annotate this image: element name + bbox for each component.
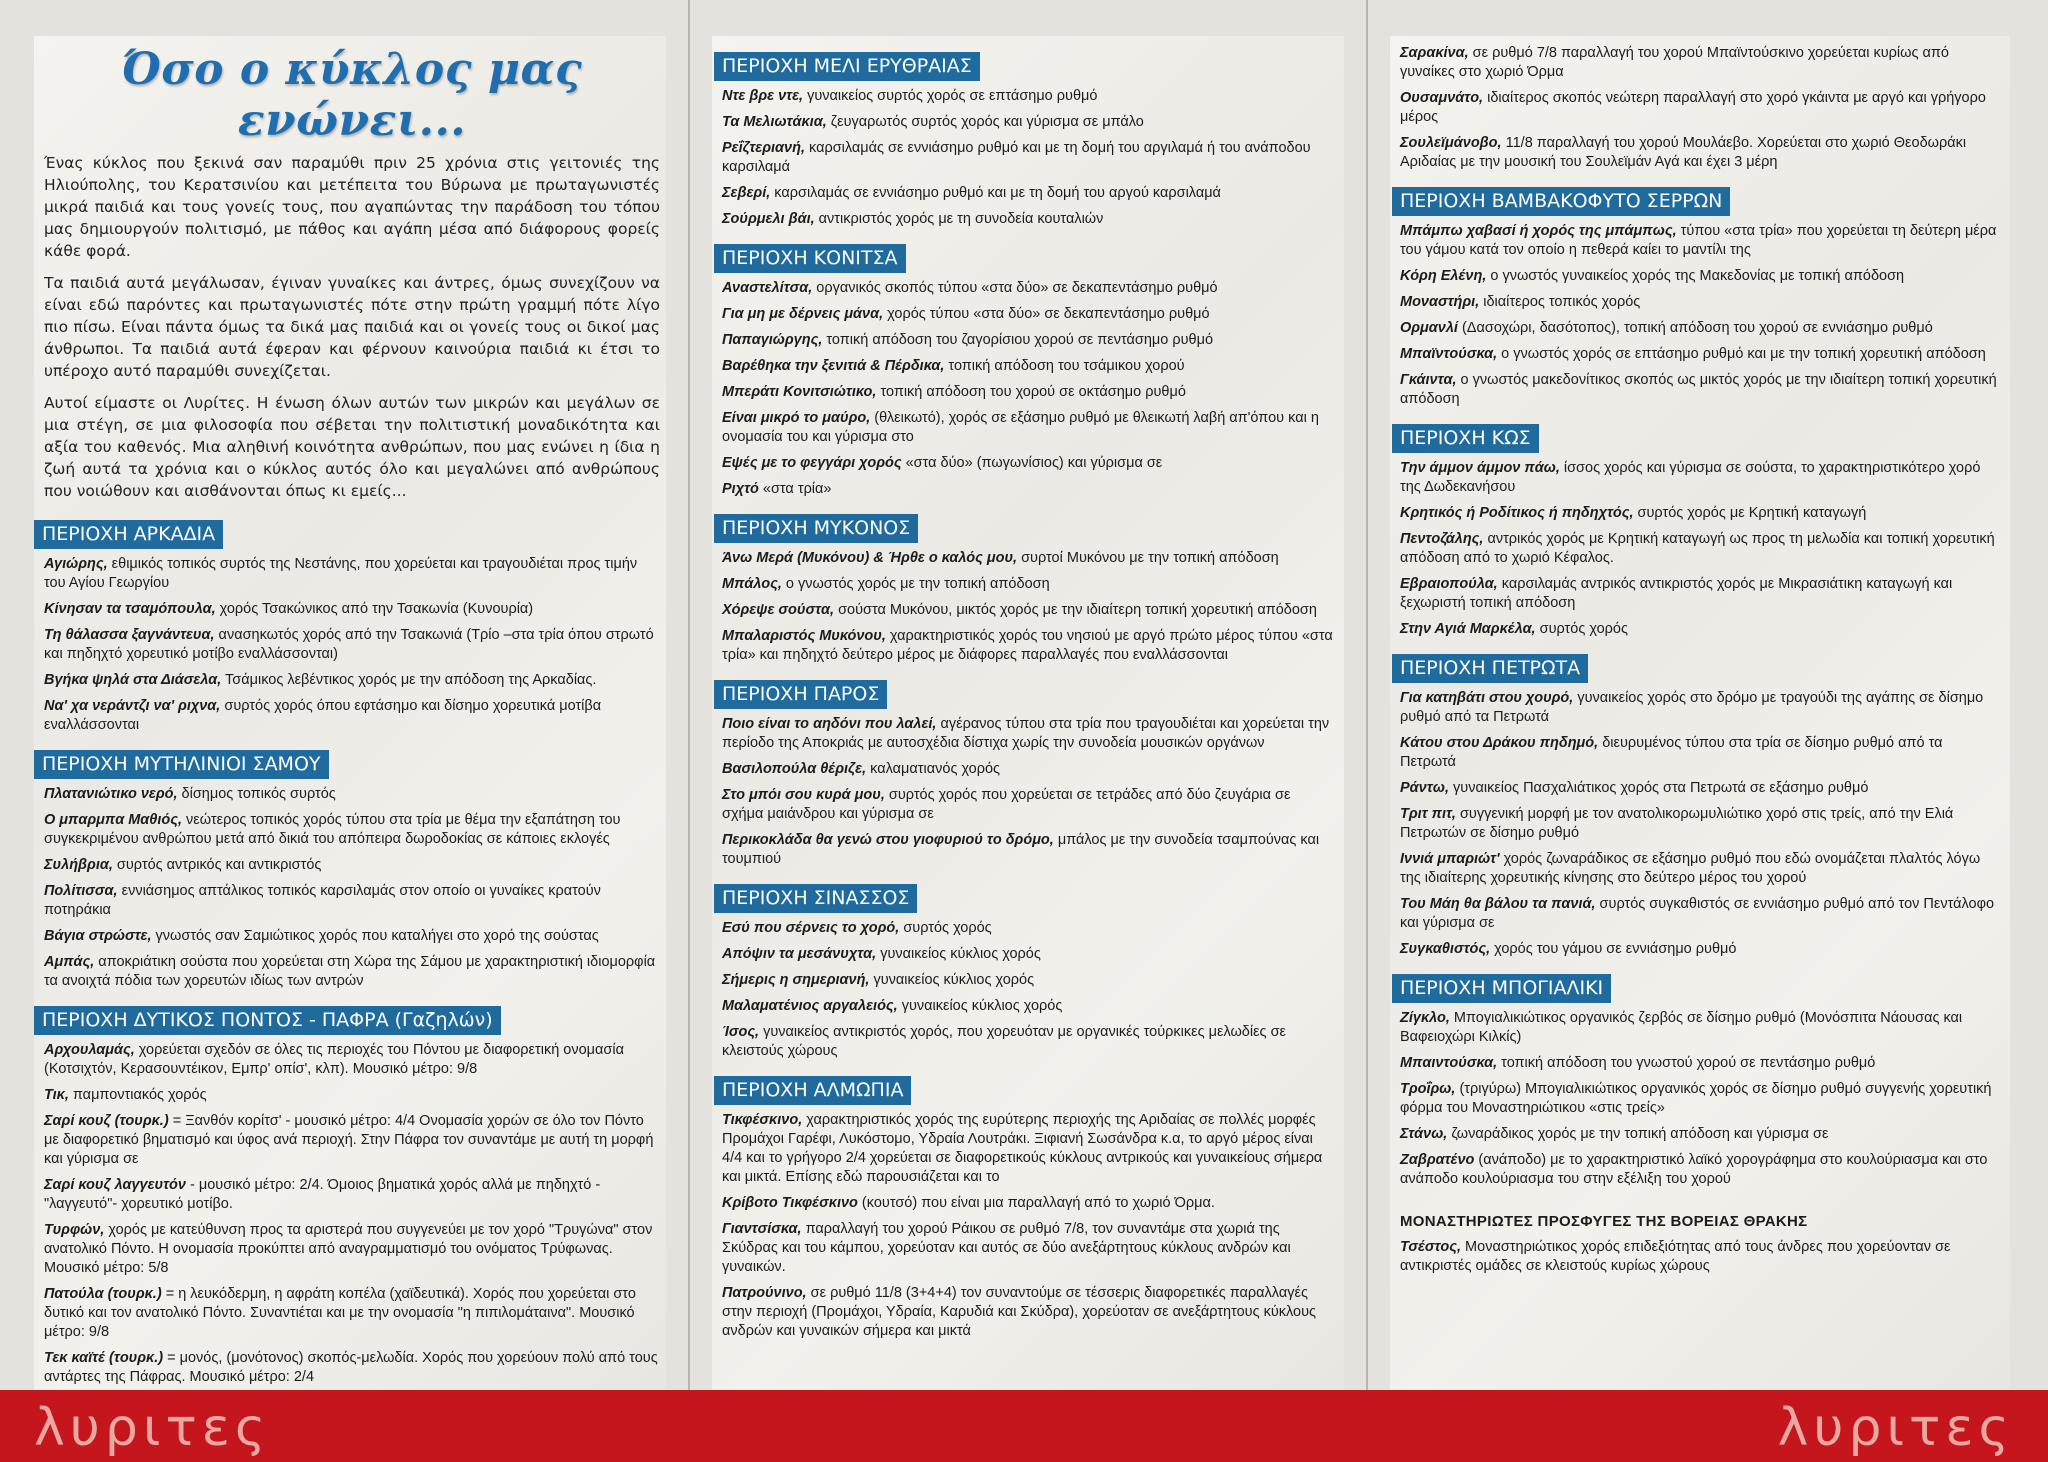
dance-entry	[722, 1220, 1334, 1277]
footer-bar	[0, 1390, 2048, 1462]
dance-name: Ριχτό	[722, 481, 759, 497]
dance-description: σε ρυθμό 11/8 (3+4+4) τον συναντούμε σε τέσσερις διαφορετικές παραλλαγές στην περιοχή (Προμάχοι, Υδραία, Καρυδιά και Σκύδρα), χορεύοταν σε ανεξάρτητους κύκλους ανδρών και γυναικών σήμερα και μικτά	[722, 1285, 1317, 1339]
intro-paragraph: Ένας κύκλος που ξεκινά σαν παραμύθι πριν 25 χρόνια στις γειτονιές της Ηλιούπολης, του Κερατσινίου και μετέπειτα του Βύρωνα με πρωταγωνιστές μικρά παιδιά και τους γονείς τους, που αγαπώντας την παράδοση του τόπου μας δημιουργούν πολιτισμό, με πάθος και αγάπη μέσα από διάφορους φορείς κάθε φορά.	[44, 154, 660, 260]
dance-name: Ποιο είναι το αηδόνι που λαλεί,	[722, 716, 937, 732]
dance-description: ίσσος χορός και γύρισμα σε σούστα, το χαρακτηριστικότερο χορό της Δωδεκανήσου	[1400, 460, 1981, 495]
section-heading: ΠΕΡΙΟΧΗ ΠΑΡΟΣ	[714, 680, 887, 709]
dance-name: Τυρφών,	[44, 1222, 105, 1238]
dance-entry	[722, 480, 1334, 499]
dance-name: Στο μπόι σου κυρά μου,	[722, 787, 885, 803]
dance-description: συγγενική μορφή με τον ανατολικορωμυλιώτικο χορό στις τρείς, από την Ελιά Πετρωτών σε δίσημο ρυθμό	[1400, 806, 1954, 841]
dance-entry	[722, 279, 1334, 298]
dance-entry	[722, 87, 1334, 106]
dance-entry	[1400, 371, 2000, 409]
dance-description: συρτός χορός με Κρητική καταγωγή	[1633, 505, 1867, 521]
dance-description: σούστα Μυκόνου, μικτός χορός με την ιδιαίτερη τοπική χορευτική απόδοση	[834, 602, 1317, 618]
dance-name: Ο μπαρμπα Μαθιός,	[44, 812, 183, 828]
dance-name: Μοναστήρι,	[1400, 294, 1480, 310]
dance-entry	[722, 305, 1334, 324]
dance-description: χορός ζωναράδικος σε εξάσημο ρυθμό που εδώ ονομάζεται πλαλτός λόγω της ιδιαίτερης χορευτικής κίνησης στο δεύτερο μέρος του χορού	[1400, 851, 1981, 886]
dance-entry	[1400, 1151, 2000, 1189]
dance-name: Για μη με δέρνεις μάνα,	[722, 306, 884, 322]
dance-name: Τικφέσκινο,	[722, 1112, 803, 1128]
dance-name: Άνω Μερά (Μυκόνου) & Ήρθε ο καλός μου,	[722, 550, 1018, 566]
fold-line-left	[688, 0, 690, 1390]
dance-description: νεώτερος τοπικός χορός τύπου στα τρία με θέμα την εξαπάτηση του συγκεκριμένου ανθρώπου μετά από δικιά του απόπειρα δωροδοκίας σε κάποιες εκλογές	[44, 812, 621, 847]
dance-entry	[44, 1221, 660, 1278]
dance-name: Μπεράτι Κονιτσιώτικο,	[722, 384, 877, 400]
dance-description: χαρακτηριστικός χορός του νησιού με αργό πρώτο μέρος τύπου «στα τρία» και πηδηχτό δεύτερο μέρος με διάφορες παραλλαγές που εναλλάσσονται	[722, 628, 1333, 663]
dance-entry	[1400, 575, 2000, 613]
dance-description: αντρικός χορός με Κρητική καταγωγή ως προς τη μελωδία και τοπική χορευτική απόδοση από το χωριό Κέφαλος.	[1400, 531, 1995, 566]
dance-name: Σούρμελι βάι,	[722, 211, 815, 227]
dance-entry	[1400, 1054, 2000, 1073]
dance-entry	[44, 811, 660, 849]
dance-entry	[1400, 1009, 2000, 1047]
dance-entry	[722, 1111, 1334, 1187]
dance-description: χορός με κατεύθυνση προς τα αριστερά που συγγενεύει με τον χορό "Τρυγώνα" στον ανατολικό Πόντο. Η ονομασία προκύπτει από αναγραμματισμό του ονόματος Τρύφωνας. Μουσικό μέτρο: 5/8	[44, 1222, 653, 1276]
intro-paragraph: Αυτοί είμαστε οι Λυρίτες. Η ένωση όλων αυτών των μικρών και μεγάλων σε μια στέγη, σε μια φιλοσοφία που σέβεται την πολιτιστική μοναδικότητα και αξία του καθενός. Μια αληθινή κοινότητα ανθρώπων, που μας ενώνει η ίδια η ζωή αυτά τα χρόνια και ο κύκλος αυτός όλο και μεγαλώνει από ανθρώπους που νοιώθουν και αισθάνονται όπως κι εμείς...	[44, 394, 660, 500]
dance-description: συρτός χορός	[899, 920, 992, 936]
dance-name: Σαρί κουζ (τουρκ.)	[44, 1113, 169, 1129]
dance-entry	[1400, 734, 2000, 772]
dance-name: Κόρη Ελένη,	[1400, 268, 1487, 284]
dance-entry	[1400, 940, 2000, 959]
dance-description: ζωναράδικος χορός με την τοπική απόδοση και γύρισμα σε	[1447, 1126, 1829, 1142]
section-heading: ΠΕΡΙΟΧΗ ΑΛΜΩΠΙΑ	[714, 1076, 911, 1105]
dance-entry	[1400, 134, 2000, 172]
brand-logo-left: λυριτες	[34, 1398, 271, 1458]
dance-description: αγέρανος τύπου στα τρία που τραγουδιέται και χορεύεται την περίοδο της Αποκριάς με αυτοσχέδια δίστιχα χωρίς την συνοδεία μουσικών οργάνων	[722, 716, 1330, 751]
dance-entry	[44, 1176, 660, 1214]
dance-description: ο γνωστός χορός με την τοπική απόδοση	[781, 576, 1050, 592]
dance-entry	[1400, 459, 2000, 497]
dance-entry	[44, 1349, 660, 1387]
dance-name: Γιαντσίσκα,	[722, 1221, 802, 1237]
dance-entry	[1400, 293, 2000, 312]
dance-description: Τσάμικος λεβέντικος χορός με την απόδοση της Αρκαδίας.	[221, 672, 597, 688]
dance-entry	[722, 601, 1334, 620]
dance-name: Συλήβρια,	[44, 857, 113, 873]
dance-description: τοπική απόδοση του τσάμικου χορού	[944, 358, 1185, 374]
dance-entry	[722, 454, 1334, 473]
dance-entry	[722, 971, 1334, 990]
dance-name: Ουσαμνάτο,	[1400, 90, 1484, 106]
dance-name: Τα Μελιωτάκια,	[722, 114, 827, 130]
dance-name: Αγιώρης,	[44, 556, 108, 572]
dance-description: γυναικείος Πασχαλιάτικος χορός στα Πετρωτά σε εξάσημο ρυθμό	[1449, 780, 1869, 796]
dance-description: αντικριστός χορός με τη συνοδεία κουταλιών	[814, 211, 1104, 227]
dance-description: = Ξανθόν κορίτσ' - μουσικό μέτρο: 4/4 Ονομασία χορών σε όλο τον Πόντο με διαφορετικό βηματισμό και ύφος ανά περιοχή. Στην Πάφρα τον συναντάμε με αυτή τη μορφή και γύρισμα σε	[44, 1113, 654, 1167]
dance-entry	[44, 1285, 660, 1342]
dance-description: συρτός χορός	[1535, 621, 1628, 637]
dance-name: Να' χα νεράντζι να' ριχνα,	[44, 698, 221, 714]
dance-name: Κρίβοτο Τικφέσκινο	[722, 1195, 858, 1211]
dance-entry	[1400, 89, 2000, 127]
dance-description: = μονός, (μονότονος) σκοπός-μελωδία. Χορός που χορεύουν πολύ από τους αντάρτες της Πάφρας. Μουσικό μέτρο: 2/4	[44, 1350, 658, 1385]
dance-name: Ρεΐζτεριανή,	[722, 140, 805, 156]
dance-entry	[1400, 689, 2000, 727]
dance-entry	[722, 831, 1334, 869]
dance-entry	[1400, 1125, 2000, 1144]
dance-name: Εψές με το φεγγάρι χορός	[722, 455, 902, 471]
column-2	[712, 36, 1344, 1390]
dance-name: Ίσος,	[722, 1024, 760, 1040]
dance-entry	[44, 882, 660, 920]
fold-line-right	[1366, 0, 1368, 1390]
dance-description: χορός Τσακώνικος από την Τσακωνία (Κυνουρία)	[215, 601, 534, 617]
dance-entry	[722, 357, 1334, 376]
dance-description: συρτός χορός όπου εφτάσημο και δίσημο χορευτικά μοτίβα εναλλάσσονται	[44, 698, 602, 733]
dance-description: Μοναστηριώτικος χορός επιδεξιότητας από τους άνδρες που χορεύονταν σε αντικριστές ομάδες σε κλειστούς κυρίως χώρους	[1400, 1239, 1951, 1274]
dance-name: Σουλεϊμάνοβο,	[1400, 135, 1502, 151]
dance-entry	[1400, 504, 2000, 523]
dance-name: Την άμμον άμμον πάω,	[1400, 460, 1560, 476]
dance-name: Κίνησαν τα τσαμόπουλα,	[44, 601, 216, 617]
dance-name: Τεκ καϊτέ (τουρκ.)	[44, 1350, 164, 1366]
section-heading: ΠΕΡΙΟΧΗ ΣΙΝΑΣΣΟΣ	[714, 884, 917, 913]
dance-entry	[44, 785, 660, 804]
dance-entry	[722, 331, 1334, 350]
dance-name: Ράντω,	[1400, 780, 1449, 796]
section-heading: ΠΕΡΙΟΧΗ ΚΟΝΙΤΣΑ	[714, 244, 906, 273]
dance-name: Πατρούνινο,	[722, 1285, 807, 1301]
section-heading: ΠΕΡΙΟΧΗ ΒΑΜΒΑΚΟΦΥΤΟ ΣΕΡΡΩΝ	[1392, 187, 1730, 216]
dance-description: ο γνωστός γυναικείος χορός της Μακεδονίας με τοπική απόδοση	[1486, 268, 1905, 284]
dance-name: Πολίτισσα,	[44, 883, 118, 899]
dance-description: = η λευκόδερμη, η αφράτη κοπέλα (χαϊδευτικά). Χορός που χορεύεται στο δυτικό και τον ανατολικό Πόντο. Συναντιέται και με την ονομασία "η πιπιλομάταινα". Μουσικό μέτρο: 9/8	[44, 1286, 636, 1340]
column-3	[1390, 36, 2010, 1390]
dance-entry	[1400, 620, 2000, 639]
section-heading: ΠΕΡΙΟΧΗ ΔΥΤΙΚΟΣ ΠΟΝΤΟΣ - ΠΑΦΡΑ (Γαζηλών)	[34, 1006, 501, 1035]
dance-name: Σήμερις η σημεριανή,	[722, 972, 870, 988]
dance-description: τοπική απόδοση του ζαγορίσιου χορού σε πεντάσημο ρυθμό	[822, 332, 1214, 348]
dance-name: Είναι μικρό το μαύρο,	[722, 410, 871, 426]
dance-description: ζευγαρωτός συρτός χορός και γύρισμα σε μπάλο	[826, 114, 1144, 130]
dance-description: καλαματιανός χορός	[866, 761, 1001, 777]
dance-description: τοπική απόδοση του γνωστού χορού σε πεντάσημο ρυθμό	[1497, 1055, 1876, 1071]
dance-name: Πατούλα (τουρκ.)	[44, 1286, 162, 1302]
dance-name: Βασιλοπούλα θέριζε,	[722, 761, 867, 777]
dance-description: γνωστός σαν Σαμιώτικος χορός που καταλήγει στο χορό της σούστας	[151, 928, 599, 944]
dance-description: σε ρυθμό 7/8 παραλλαγή του χορού Μπαϊντούσκινο χορεύεται κυρίως από γυναίκες στο χωριό Όρμα	[1400, 45, 1949, 80]
dance-name: Σαρακίνα,	[1400, 45, 1469, 61]
dance-name: Για κατηβάτι στου χουρό,	[1400, 690, 1574, 706]
dance-description: (θλεικωτό), χορός σε εξάσημο ρυθμό με θλεικωτή λαβή απ'όπου και η ονομασία του και γύρισμα στο	[722, 410, 1319, 445]
dance-name: Τη θάλασσα ξαγνάντευα,	[44, 627, 215, 643]
section-heading: ΠΕΡΙΟΧΗ ΚΩΣ	[1392, 424, 1539, 453]
dance-entry	[722, 1023, 1334, 1061]
dance-entry	[722, 786, 1334, 824]
dance-entry	[1400, 1238, 2000, 1276]
dance-name: Αμπάς,	[44, 954, 95, 970]
dance-entry	[44, 600, 660, 619]
dance-name: Στην Αγιά Μαρκέλα,	[1400, 621, 1536, 637]
dance-description: τοπική απόδοση του χορού σε οκτάσημο ρυθμό	[876, 384, 1186, 400]
dance-description: μπάλος με την συνοδεία τσαμπούνας και τουμπιού	[722, 832, 1320, 867]
dance-description: (κουτσό) που είναι μια παραλλαγή από το χωριό Όρμα.	[857, 1195, 1215, 1211]
section-heading: ΠΕΡΙΟΧΗ ΠΕΤΡΩΤΑ	[1392, 654, 1588, 683]
dance-description: ανασηκωτός χορός από την Τσακωνιά (Τρίο –στα τρία όπου στρωτό και πηδηχτό χορευτικό μοτίβο εναλλάσσονται)	[44, 627, 654, 662]
dance-entry	[722, 997, 1334, 1016]
dance-entry	[44, 671, 660, 690]
dance-name: Χόρεψε σούστα,	[722, 602, 835, 618]
dance-description: ο γνωστός χορός σε επτάσημο ρυθμό και με την τοπική χορευτική απόδοση	[1497, 346, 1986, 362]
dance-description: παραλλαγή του χορού Ράικου σε ρυθμό 7/8, τον συναντάμε στα χωριά της Σκύδρας και του κάμπου, χορεύοταν και αυτός σε δύο ανεξάρτητους κύκλους ανδρών και γυναικών.	[722, 1221, 1291, 1275]
dance-name: Ζίγκλο,	[1400, 1010, 1450, 1026]
dance-name: Μαλαματένιος αργαλειός,	[722, 998, 898, 1014]
dance-entry	[1400, 530, 2000, 568]
dance-description: τύπου «στα τρία» που χορεύεται τη δεύτερη μέρα του γάμου κατά τον οποίο η πεθερά καίει το μαντίλι της	[1400, 223, 1997, 258]
dance-description: εννιάσημος απτάλικος τοπικός καρσιλαμάς στον οποίο οι γυναίκες κρατούν ποτηράκια	[44, 883, 601, 918]
column-1	[34, 36, 666, 1390]
dance-name: Σαρί κουζ λαγγευτόν	[44, 1177, 186, 1193]
dance-entry	[1400, 267, 2000, 286]
dance-name: Εβραιοπούλα,	[1400, 576, 1498, 592]
page-title: Όσο ο κύκλος μας ενώνει...	[121, 44, 583, 146]
dance-description: καρσιλαμάς αντρικός αντικριστός χορός με Μικρασιάτικη καταγωγή και ξεχωριστή τοπική απόδοση	[1400, 576, 1953, 611]
dance-entry	[1400, 222, 2000, 260]
dance-entry	[722, 919, 1334, 938]
dance-description: (ανάποδο) με το χαρακτηριστικό λαϊκό χορογράφημα στο κουλούριασμα και στο ανάποδο κουλούριασμα του στην εξέλιξη του χορού	[1400, 1152, 1988, 1187]
dance-description: αποκριάτικη σούστα που χορεύεται στη Χώρα της Σάμου με χαρακτηριστική ιδιομορφία τα ανοιχτά πόδια των χορευτών ιδίως των αντρών	[44, 954, 656, 989]
dance-entry	[44, 1112, 660, 1169]
dance-name: Βγήκα ψηλά στα Διάσελα,	[44, 672, 222, 688]
dance-entry	[722, 945, 1334, 964]
dance-name: Στάνω,	[1400, 1126, 1448, 1142]
dance-name: Γκάιντα,	[1400, 372, 1457, 388]
dance-description: δίσημος τοπικός συρτός	[177, 786, 336, 802]
dance-name: Ζαβρατένο	[1400, 1152, 1475, 1168]
dance-entry	[44, 1086, 660, 1105]
dance-entry	[1400, 345, 2000, 364]
dance-name: Παπαγιώργης,	[722, 332, 823, 348]
dance-entry	[1400, 895, 2000, 933]
dance-description: ιδιαίτερος σκοπός νεώτερη παραλλαγή στο χορό γκάιντα με αργό και γρήγορο μέρος	[1400, 90, 1986, 125]
dance-name: Μπαλαριστός Μυκόνου,	[722, 628, 886, 644]
dance-description: 11/8 παραλλαγή του χορού Μουλάεβο. Χορεύεται στο χωριό Θεοδωράκι Αριδαίας με την μουσική του Σουλεϊμάν Αγά και έχει 3 μέρη	[1400, 135, 1967, 170]
dance-entry	[722, 715, 1334, 753]
dance-entry	[722, 210, 1334, 229]
dance-entry	[1400, 779, 2000, 798]
dance-entry	[722, 575, 1334, 594]
dance-name: Ορμανλί	[1400, 320, 1458, 336]
dance-name: Τροΐρω,	[1400, 1081, 1456, 1097]
dance-description: παμποντιακός χορός	[68, 1087, 207, 1103]
dance-description: γυναικείος κύκλιος χορός	[897, 998, 1063, 1014]
dance-entry	[722, 1284, 1334, 1341]
dance-name: Τικ,	[44, 1087, 69, 1103]
dance-name: Τσέστος,	[1400, 1239, 1462, 1255]
section-heading: ΠΕΡΙΟΧΗ ΜΥΤΗΛΙΝΙΟΙ ΣΑΜΟΥ	[34, 750, 329, 779]
dance-description: χορεύεται σχεδόν σε όλες τις περιοχές του Πόντου με διαφορετική ονομασία (Κοτσιχτόν, Κερασουντέικον, Εμπρ' οπίσ', κλπ). Μουσικό μέτρο: 9/8	[44, 1042, 624, 1077]
dance-description: διευρυμένος τύπου στα τρία σε δίσημο ρυθμό από τα Πετρωτά	[1400, 735, 1943, 770]
dance-description: οργανικός σκοπός τύπου «στα δύο» σε δεκαπεντάσημο ρυθμό	[812, 280, 1218, 296]
dance-description: Μπογιαλικιώτικος οργανικός ζερβός σε δίσημο ρυθμό (Μονόσπιτα Νάουσας και Βαφειοχώρι Κιλκίς)	[1400, 1010, 1963, 1045]
dance-name: Αναστελίτσα,	[722, 280, 813, 296]
dance-name: Του Μάη θα βάλου τα πανιά,	[1400, 896, 1596, 912]
dance-description: «στα δύο» (πωγωνίσιος) και γύρισμα σε	[901, 455, 1163, 471]
dance-name: Περικοκλάδα θα γενώ στου γιοφυριού το δρόμο,	[722, 832, 1054, 848]
dance-description: γυναικείος κύκλιος χορός	[869, 972, 1035, 988]
dance-entry	[44, 927, 660, 946]
dance-description: ο γνωστός μακεδονίτικος σκοπός ως μικτός χορός με την ιδιαίτερη τοπική χορευτική απόδοση	[1400, 372, 1997, 407]
dance-name: Σεβερί,	[722, 185, 771, 201]
intro-paragraph: Τα παιδιά αυτά μεγάλωσαν, έγιναν γυναίκες και άντρες, όμως συνεχίζουν να είναι εδώ παρόντες και πρωταγωνιστές πότε στην πρώτη γραμμή πότε λίγο πιο πίσω. Είναι πάντα όμως τα δικά μας παιδιά και οι γονείς τους οι δικοί μας άνθρωποι. Τα παιδιά αυτά έφεραν και φέρνουν καινούρια παιδιά κι έτσι το υπέροχο αυτό παραμύθι συνεχίζεται.	[44, 274, 660, 380]
dance-name: Πεντοζάλης,	[1400, 531, 1484, 547]
dance-entry	[44, 856, 660, 875]
dance-description: χορός του γάμου σε εννιάσημο ρυθμό	[1490, 941, 1737, 957]
dance-entry	[44, 626, 660, 664]
dance-name: Εσύ που σέρνεις το χορό,	[722, 920, 900, 936]
section-heading: ΠΕΡΙΟΧΗ ΜΕΛΙ ΕΡΥΘΡΑΙΑΣ	[714, 52, 980, 81]
dance-entry	[1400, 319, 2000, 338]
dance-description: συρτός συγκαθιστός σε εννιάσημο ρυθμό από τον Πεντάλοφο και γύρισμα σε	[1400, 896, 1995, 931]
dance-entry	[722, 760, 1334, 779]
dance-description: - μουσικό μέτρο: 2/4. Όμοιος βηματικά χορός αλλά με πηδηχτό -"λαγγευτό"- χορευτικό μοτίβο.	[44, 1177, 601, 1212]
dance-name: Συγκαθιστός,	[1400, 941, 1491, 957]
dance-description: εθιμικός τοπικός συρτός της Νεστάνης, που χορεύεται και τραγουδιέται προς τιμήν του Αγίου Γεωργίου	[44, 556, 638, 591]
dance-name: Μπαϊντούσκα,	[1400, 346, 1498, 362]
dance-description: συρτός αντρικός και αντικριστός	[112, 857, 322, 873]
brand-logo-right: λυριτες	[1777, 1398, 2014, 1458]
dance-name: Ντε βρε ντε,	[722, 88, 804, 104]
dance-description: γυναικείος αντικριστός χορός, που χορευόταν με οργανικές τούρκικες μελωδίες σε κλειστούς χώρους	[722, 1024, 1286, 1059]
dance-entry	[1400, 1080, 2000, 1118]
dance-entry	[44, 953, 660, 991]
section-subheading: ΜΟΝΑΣΤΗΡΙΩΤΕΣ ΠΡΟΣΦΥΓΕΣ ΤΗΣ ΒΟΡΕΙΑΣ ΘΡΑΚΗΣ	[1400, 1213, 1808, 1230]
dance-description: γυναικείος συρτός χορός σε επτάσημο ρυθμό	[803, 88, 1098, 104]
dance-name: Κάτου στου Δράκου πηδημό,	[1400, 735, 1599, 751]
dance-entry	[44, 1041, 660, 1079]
dance-entry	[44, 697, 660, 735]
dance-entry	[722, 113, 1334, 132]
dance-entry	[722, 383, 1334, 402]
dance-entry	[1400, 805, 2000, 843]
dance-name: Βαρέθηκα την ξενιτιά & Πέρδικα,	[722, 358, 945, 374]
dance-entry	[1400, 44, 2000, 82]
dance-entry	[722, 139, 1334, 177]
dance-entry	[722, 184, 1334, 203]
dance-entry	[722, 1194, 1334, 1213]
dance-name: Κρητικός ή Ροδίτικος ή πηδηχτός,	[1400, 505, 1634, 521]
dance-entry	[44, 555, 660, 593]
section-heading: ΠΕΡΙΟΧΗ ΑΡΚΑΔΙΑ	[34, 520, 223, 549]
dance-description: (Δασοχώρι, δασότοπος), τοπική απόδοση του χορού σε εννιάσημο ρυθμό	[1457, 320, 1933, 336]
dance-description: καρσιλαμάς σε εννιάσημο ρυθμό και με τη δομή του αργιλαμά ή του ανάποδου καρσιλαμά	[722, 140, 1311, 175]
dance-description: γυναικείος χορός στο δρόμο με τραγούδι της αγάπης σε δίσημο ρυθμό από τα Πετρωτά	[1400, 690, 1984, 725]
dance-description: (τριγύρω) Μπογιαλικιώτικος οργανικός χορός σε δίσημο ρυθμό συγγενής χορευτική φόρμα του Μοναστηριώτικου «στις τρείς»	[1400, 1081, 1992, 1116]
dance-description: καρσιλαμάς σε εννιάσημο ρυθμό και με τη δομή του αργού καρσιλαμά	[770, 185, 1221, 201]
dance-entry	[722, 409, 1334, 447]
dance-name: Βάγια στρώστε,	[44, 928, 152, 944]
dance-entry	[1400, 850, 2000, 888]
dance-description: συρτός χορός που χορεύεται σε τετράδες από δύο ζευγάρια σε σχήμα μαιάνδρου και γύρισμα σε	[722, 787, 1291, 822]
dance-name: Αρχουλαμάς,	[44, 1042, 135, 1058]
dance-description: συρτοί Μυκόνου με την τοπική απόδοση	[1017, 550, 1279, 566]
dance-description: χαρακτηριστικός χορός της ευρύτερης περιοχής της Αριδαίας σε πολλές μορφές Προμάχοι Γαρέφι, Λυκόστομο, Υδραία Λουτράκι. Ξιφιανή Σωσάνδρα κ.α, το αργό μέρος είναι 4/4 και το γρήγορο 2/4 χορεύεται σε διαφορετικούς κύκλους αντρικούς και γυναικείους σήμερα και μικτά. Επίσης εδώ παρουσιάζεται και το	[722, 1112, 1323, 1185]
dance-name: Μπάλος,	[722, 576, 782, 592]
dance-name: Μπάμπω χαβασί ή χορός της μπάμπως,	[1400, 223, 1677, 239]
section-heading: ΠΕΡΙΟΧΗ ΜΥΚΟΝΟΣ	[714, 514, 918, 543]
dance-description: χορός τύπου «στα δύο» σε δεκαπεντάσημο ρυθμό	[883, 306, 1210, 322]
dance-description: γυναικείος κύκλιος χορός	[876, 946, 1041, 962]
dance-name: Ιννιά μπαριώτ'	[1400, 851, 1500, 867]
dance-name: Τριτ πιτ,	[1400, 806, 1456, 822]
dance-name: Μπαιντούσκα,	[1400, 1055, 1498, 1071]
dance-entry	[722, 627, 1334, 665]
dance-entry	[722, 549, 1334, 568]
dance-name: Πλατανιώτικο νερό,	[44, 786, 178, 802]
dance-name: Απόψιν τα μεσάνυχτα,	[722, 946, 877, 962]
dance-description: «στα τρία»	[758, 481, 832, 497]
section-heading: ΠΕΡΙΟΧΗ ΜΠΟΓΙΑΛΙΚΙ	[1392, 974, 1611, 1003]
dance-description: ιδιαίτερος τοπικός χορός	[1479, 294, 1641, 310]
